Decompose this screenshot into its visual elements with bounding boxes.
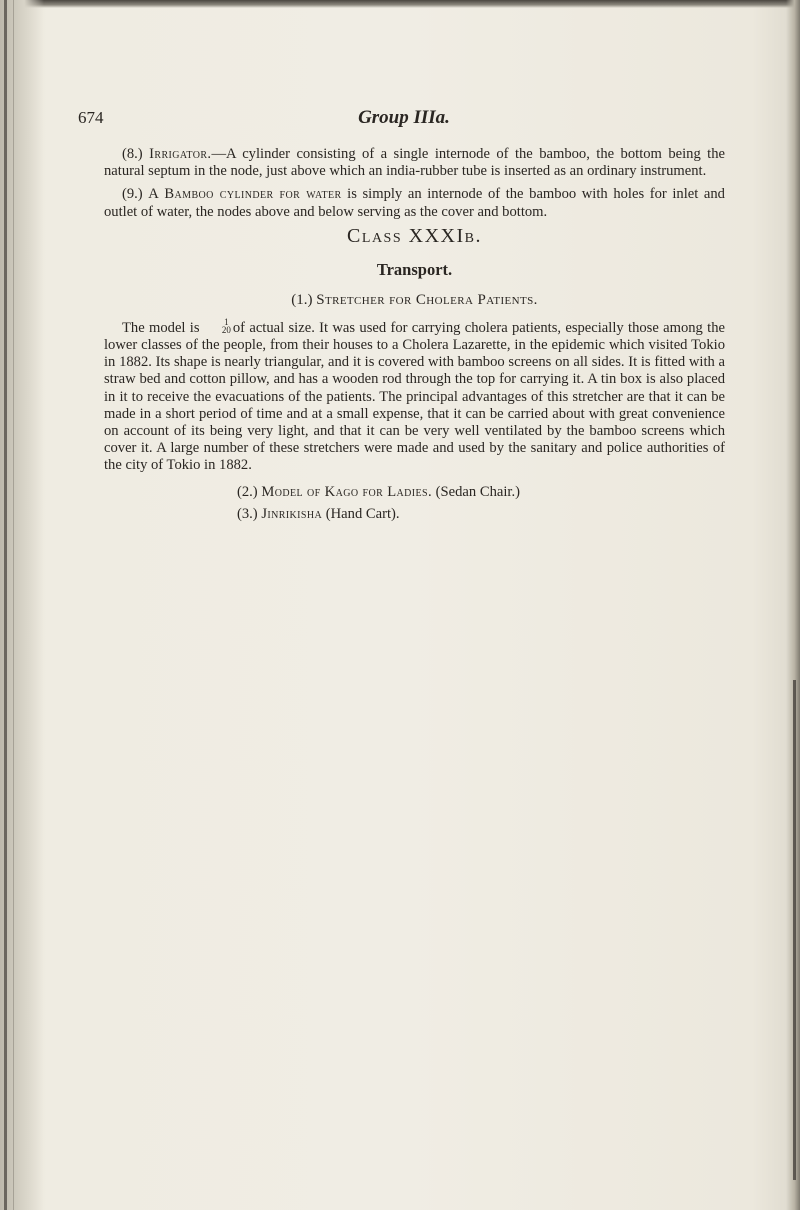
page-number: 674 [78, 108, 104, 127]
paragraph-lead: The model is [122, 319, 200, 336]
item-name: Stretcher for Cholera Patients. [316, 291, 538, 308]
item-name: Irrigator. [149, 146, 212, 162]
item-number: (3.) [237, 505, 258, 522]
item-number: (1.) [291, 291, 313, 308]
class-heading: Class XXXIb. [347, 224, 482, 247]
item-number: (9.) [122, 186, 143, 203]
fraction-denominator: 20 [221, 324, 231, 335]
item-name: Model of Kago for Ladies. [261, 483, 433, 500]
item-jinrikisha [104, 503, 725, 525]
item-kago [104, 481, 725, 503]
running-head: Group IIIa. [358, 107, 450, 128]
paragraph-bamboo-cylinder [104, 186, 725, 220]
item-note: (Hand Cart). [325, 505, 400, 522]
fraction-numerator: 1 [224, 316, 229, 327]
paragraph-text: of actual size. It was used for carrying cholera patients, especially those among the lower classes of the people, from their houses to a Cholera Lazarette, in the epidemic which visited Tokio in 1882. Its shape is nearly triangular, and it is covered with bamboo screens on all sides. It is fitted with a straw bed and cotton pillow, and has a wooden rod through the top for carrying it. A tin box is also placed in it to receive the evacuations of the patients. The principal advantages of this stretcher are that it can be made in a short period of time and at a small expense, that it can be carried about with great convenience on account of its being very light, and that it can be very well ventilated by the bamboo screens which cover it. A large number of these stretchers were made and used by the sanitary and police authorities of the city of Tokio in 1882. [104, 319, 725, 474]
section-heading: Transport. [376, 259, 453, 279]
paragraph-text: is simply an internode of the bamboo with holes for inlet and outlet of water, the nodes above and below serving as the cover and bottom. [104, 186, 725, 220]
item-note: (Sedan Chair.) [435, 483, 520, 500]
page-right-edge [786, 0, 800, 1210]
item-name: A Bamboo cylinder for water [148, 186, 342, 203]
page-binding-edge [0, 0, 44, 1210]
fraction [204, 318, 231, 334]
item-heading-stretcher [104, 290, 725, 310]
item-number: (8.) [122, 146, 143, 162]
page-top-edge [0, 0, 800, 8]
page-header [78, 108, 730, 134]
page-body [104, 146, 725, 525]
item-number: (2.) [237, 483, 258, 500]
paragraph-text: —A cylinder consisting of a single internode of the bamboo, the bottom being the natural septum in the node, just above which an india-rubber tube is inserted as an ordinary instrument. [104, 146, 725, 180]
paragraph-stretcher [104, 318, 725, 475]
item-name: Jinrikisha [261, 505, 323, 522]
paragraph-irrigator [104, 146, 725, 180]
